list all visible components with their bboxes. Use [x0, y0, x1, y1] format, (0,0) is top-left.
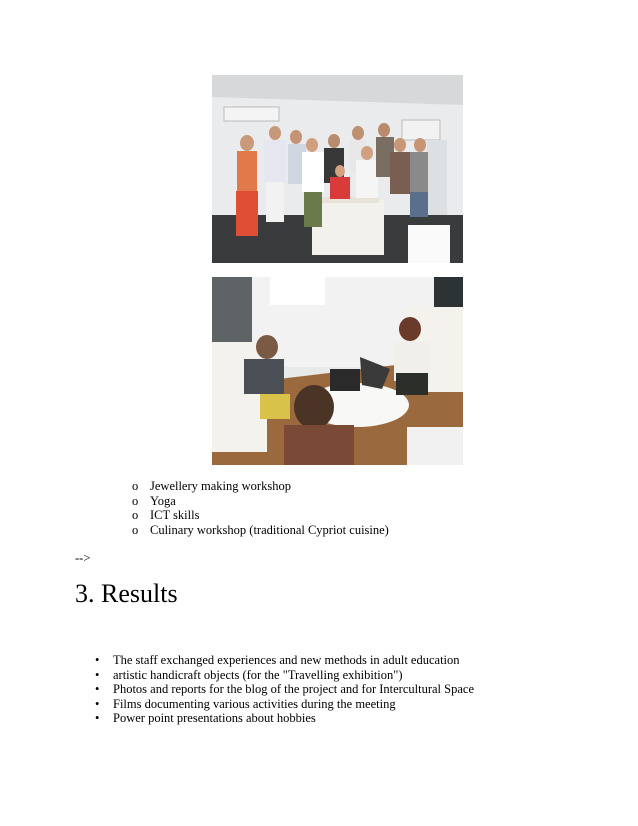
list-item: o Culinary workshop (traditional Cypriot cuisine) — [132, 522, 389, 537]
activities-list — [132, 479, 389, 537]
bullet-icon: • — [95, 682, 100, 697]
bullet-icon: • — [95, 667, 100, 682]
circle-bullet-icon: o — [132, 508, 139, 523]
list-item: o Jewellery making workshop — [132, 479, 291, 493]
circle-bullet-icon: o — [132, 522, 139, 537]
group-photo — [212, 75, 463, 263]
list-item: o ICT skills — [132, 508, 200, 523]
list-item: o Yoga — [132, 493, 176, 508]
results-list — [95, 653, 474, 726]
bullet-icon: • — [95, 711, 100, 726]
circle-bullet-icon: o — [132, 479, 139, 493]
list-item: • Films documenting various activities during the meeting — [95, 696, 396, 711]
circle-bullet-icon: o — [132, 493, 139, 508]
list-item: • The staff exchanged experiences and new methods in adult education — [95, 653, 460, 667]
comment-end-text: --> — [75, 551, 91, 565]
list-item: • Power point presentations about hobbies — [95, 711, 316, 726]
list-item: • Photos and reports for the blog of the project and for Intercultural Space — [95, 682, 474, 697]
section-heading: 3. Results — [75, 579, 178, 608]
list-item: • artistic handicraft objects (for the "Travelling exhibition") — [95, 667, 403, 682]
bullet-icon: • — [95, 653, 100, 667]
bullet-icon: • — [95, 696, 100, 711]
meeting-photo — [212, 277, 463, 465]
